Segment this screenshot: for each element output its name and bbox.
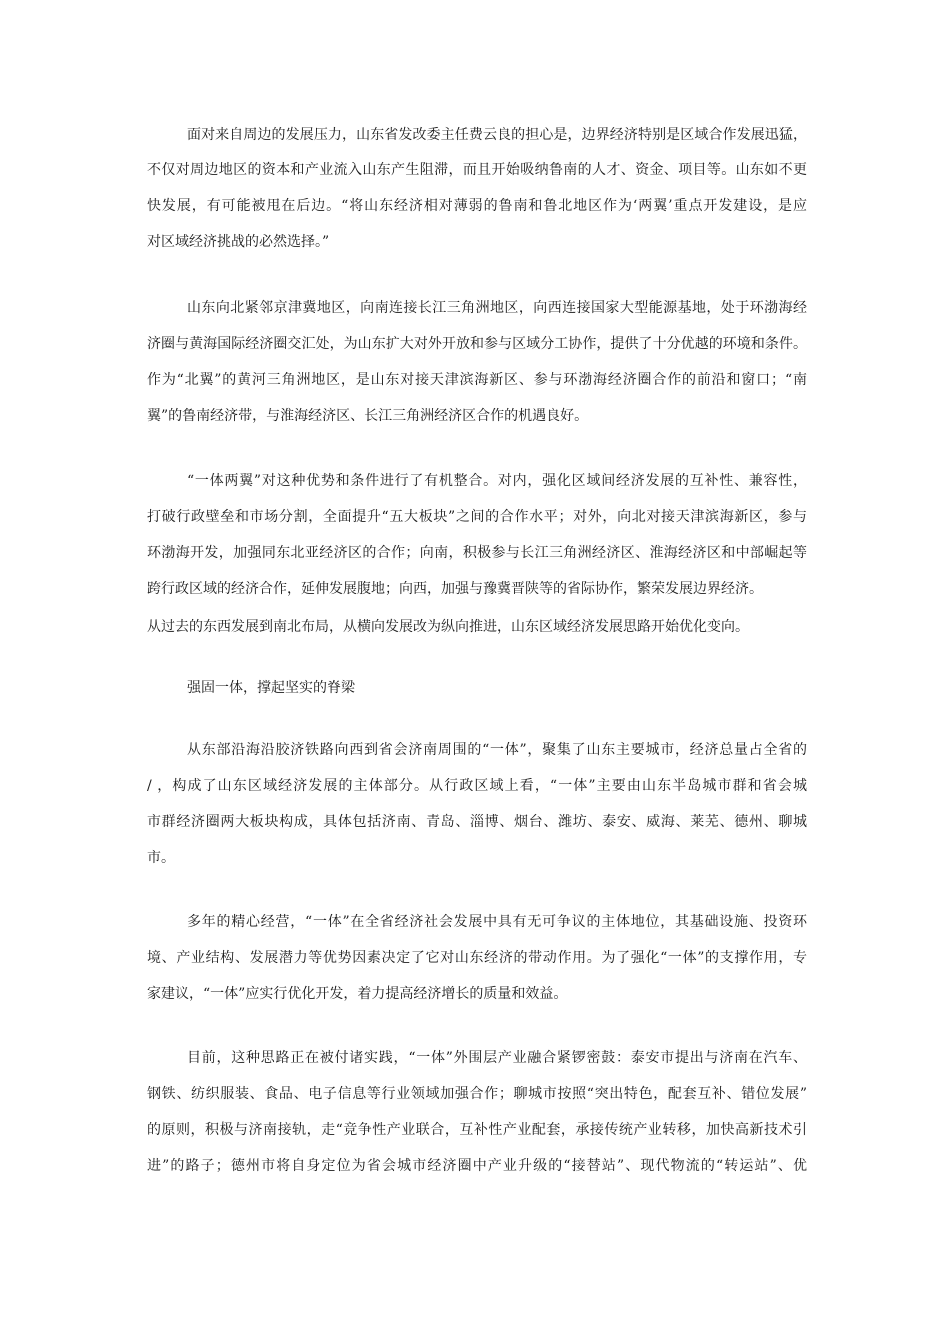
section-heading: 强固一体，撑起坚实的脊梁: [187, 680, 355, 696]
text-line: 作为“北翼”的黄河三角洲地区，是山东对接天津滨海新区、参与环渤海经济圈合作的前沿和窗口；“南: [147, 372, 807, 388]
text-line: 境、产业结构、发展潜力等优势因素决定了它对山东经济的带动作用。为了强化“一体”的支撑作用，专: [147, 950, 807, 966]
text-line: 的原则，积极与济南接轨，走“竞争性产业联合，互补性产业配套，承接传统产业转移，加快高新技术引: [147, 1122, 807, 1138]
text-line: 跨行政区域的经济合作，延伸发展腹地；向西，加强与豫冀晋陕等的省际协作，繁荣发展边界经济。: [147, 581, 763, 597]
text-line: 从东部沿海沿胶济铁路向西到省会济南周围的“一体”，聚集了山东主要城市，经济总量占全省的: [187, 742, 807, 758]
text-line: 目前，这种思路正在被付诸实践，“一体”外围层产业融合紧锣密鼓：泰安市提出与济南在汽车、: [187, 1050, 807, 1066]
text-line: 不仅对周边地区的资本和产业流入山东产生阻滞，而且开始吸纳鲁南的人才、资金、项目等。山东如不更: [147, 162, 807, 178]
text-line: 翼”的鲁南经济带，与淮海经济区、长江三角洲经济区合作的机遇良好。: [147, 408, 589, 424]
text-line: 快发展，有可能被甩在后边。“将山东经济相对薄弱的鲁南和鲁北地区作为‘两翼’重点开发建设，是应: [147, 198, 807, 214]
text-line: 环渤海开发，加强同东北亚经济区的合作；向南，积极参与长江三角洲经济区、淮海经济区和中部崛起等: [147, 545, 807, 561]
text-line: 对区域经济挑战的必然选择。”: [147, 234, 330, 250]
text-line: “一体两翼”对这种优势和条件进行了有机整合。对内，强化区域间经济发展的互补性、兼容性，: [187, 473, 807, 489]
text-line: 家建议，“一体”应实行优化开发，着力提高经济增长的质量和效益。: [147, 986, 568, 1002]
text-line: 打破行政壁垒和市场分割，全面提升“五大板块”之间的合作水平；对外，向北对接天津滨海新区，参与: [147, 509, 807, 525]
text-line: 进”的路子；德州市将自身定位为省会城市经济圈中产业升级的“接替站”、现代物流的“转运站”、优: [147, 1158, 807, 1174]
text-line: / ，构成了山东区域经济发展的主体部分。从行政区域上看，“一体”主要由山东半岛城市群和省会城: [147, 778, 807, 794]
text-line: 从过去的东西发展到南北布局，从横向发展改为纵向推进，山东区域经济发展思路开始优化变向。: [147, 619, 749, 635]
text-line: 面对来自周边的发展压力，山东省发改委主任费云良的担心是，边界经济特别是区域合作发展迅猛，: [187, 127, 807, 143]
text-line: 市群经济圈两大板块构成，具体包括济南、青岛、淄博、烟台、潍坊、泰安、威海、莱芜、德州、聊城: [147, 814, 807, 830]
text-line: 多年的精心经营，“一体”在全省经济社会发展中具有无可争议的主体地位，其基础设施、投资环: [187, 914, 807, 930]
text-line: 山东向北紧邻京津冀地区，向南连接长江三角洲地区，向西连接国家大型能源基地，处于环渤海经: [187, 300, 807, 316]
text-line: 市。: [147, 850, 175, 866]
text-line: 钢铁、纺织服装、食品、电子信息等行业领域加强合作；聊城市按照“突出特色，配套互补、错位发展”: [147, 1086, 807, 1102]
text-line: 济圈与黄海国际经济圈交汇处，为山东扩大对外开放和参与区域分工协作，提供了十分优越的环境和条件。: [147, 336, 807, 352]
